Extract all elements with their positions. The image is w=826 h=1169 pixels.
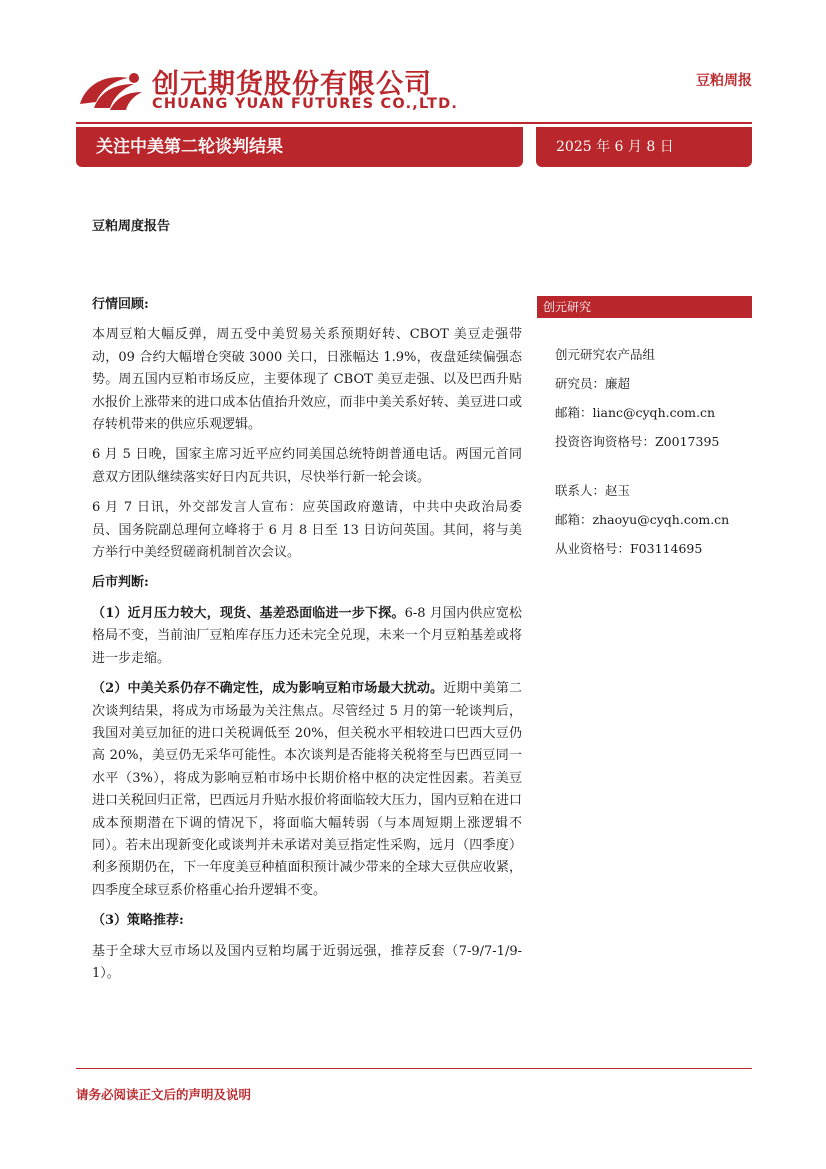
report-title: 关注中美第二轮谈判结果 — [76, 127, 523, 167]
company-name-cn: 创元期货股份有限公司 — [152, 69, 432, 100]
review-section-title: 行情回顾: — [92, 297, 149, 312]
main-content — [92, 294, 522, 993]
sidebar-analyst-email: 邮箱：lianc@cyqh.com.cn — [555, 405, 715, 420]
strategy-text: 基于全球大豆市场以及国内豆粕均属于近弱远强，推荐反套（7-9/7-1/9-1）。 — [92, 943, 522, 981]
outlook-section-title: 后市判断: — [92, 575, 149, 591]
outlook-point-2-lead: （2）中美关系仍存不确定性，成为影响豆粕市场最大扰动。 — [92, 681, 444, 697]
sidebar-team: 创元研究农产品组 — [555, 347, 656, 362]
review-paragraph-2: 6 月 5 日晚，国家主席习近平应约同美国总统特朗普通电话。两国元首同意双方团队继续落实好日内瓦共识，尽快举行新一轮会谈。 — [92, 447, 522, 485]
outlook-point-1-lead: （1）近月压力较大，现货、基差恐面临进一步下探。 — [92, 605, 405, 621]
report-type-label: 豆粕周报 — [696, 73, 752, 89]
sidebar-contact-license: 从业资格号：F03114695 — [555, 541, 703, 556]
sidebar-analyst-license: 投资咨询资格号：Z0017395 — [555, 434, 720, 449]
footer-disclaimer: 请务必阅读正文后的声明及说明 — [76, 1087, 252, 1102]
outlook-point-2-text: 近期中美第二次谈判结果，将成为市场最为关注焦点。尽管经过 5 月的第一轮谈判后，我国对美豆加征的进口关税调低至 20%，但关税水平相较进口巴西大豆仍高 20%，美豆仍无采华可能性。本次谈判是否能将关税将至与巴西豆同一水平（3%），将成为影响豆粕市场中长期价格中枢的决定性因素。若美豆进口关税回归正常，巴西远月升贴水报价将面临较大压力，国内豆粕在进口成本预期潜在下调的情况下，将面临大幅转弱（与本周短期上涨逻辑不同）。若未出现新变化或谈判并未承诺对美豆指定性采购，远月（四季度）利多预期仍在，下一年度美豆种植面积预计减少带来的全球大豆供应收紧，四季度全球豆系价格重心抬升逻辑不变。 — [92, 681, 522, 898]
footer-divider — [76, 1068, 752, 1069]
sidebar-contact: 联系人：赵玉 — [555, 483, 631, 498]
sidebar-heading: 创元研究 — [537, 296, 752, 318]
review-paragraph-3: 6 月 7 日讯，外交部发言人宣布：应英国政府邀请，中共中央政治局委员、国务院副总理何立峰将于 6 月 8 日至 13 日访问英国。其间，将与美方举行中美经贸磋商机制首次会议。 — [92, 500, 522, 561]
report-subheading: 豆粕周度报告 — [92, 219, 171, 234]
strategy-title: （3）策略推荐: — [92, 913, 184, 929]
company-name-en: CHUANG YUAN FUTURES CO.,LTD. — [152, 96, 459, 112]
sidebar-analyst: 研究员：廉超 — [555, 376, 631, 391]
outlook-point-2 — [92, 678, 522, 902]
company-logo-icon — [76, 70, 146, 112]
outlook-point-1 — [92, 603, 522, 670]
review-paragraph-1: 本周豆粕大幅反弹，周五受中美贸易关系预期好转、CBOT 美豆走强带动，09 合约大幅增仓突破 3000 关口，日涨幅达 1.9%，夜盘延续偏强态势。周五国内豆粕市场反应，主要体现了 CBOT 美豆走强、以及巴西升贴水报价上涨带来的进口成本估值抬升效应，而非中美关系好转、美豆进口或存转机带来的供应乐观逻辑。 — [92, 327, 522, 433]
outlook-point-1-text: 6-8 月国内供应宽松格局不变，当前油厂豆粕库存压力还未完全兑现，未来一个月豆粕基差或将进一步走缩。 — [92, 605, 523, 666]
report-date: 2025 年 6 月 8 日 — [536, 127, 752, 167]
sidebar-contact-email: 邮箱：zhaoyu@cyqh.com.cn — [555, 512, 730, 527]
header-divider — [76, 122, 752, 124]
